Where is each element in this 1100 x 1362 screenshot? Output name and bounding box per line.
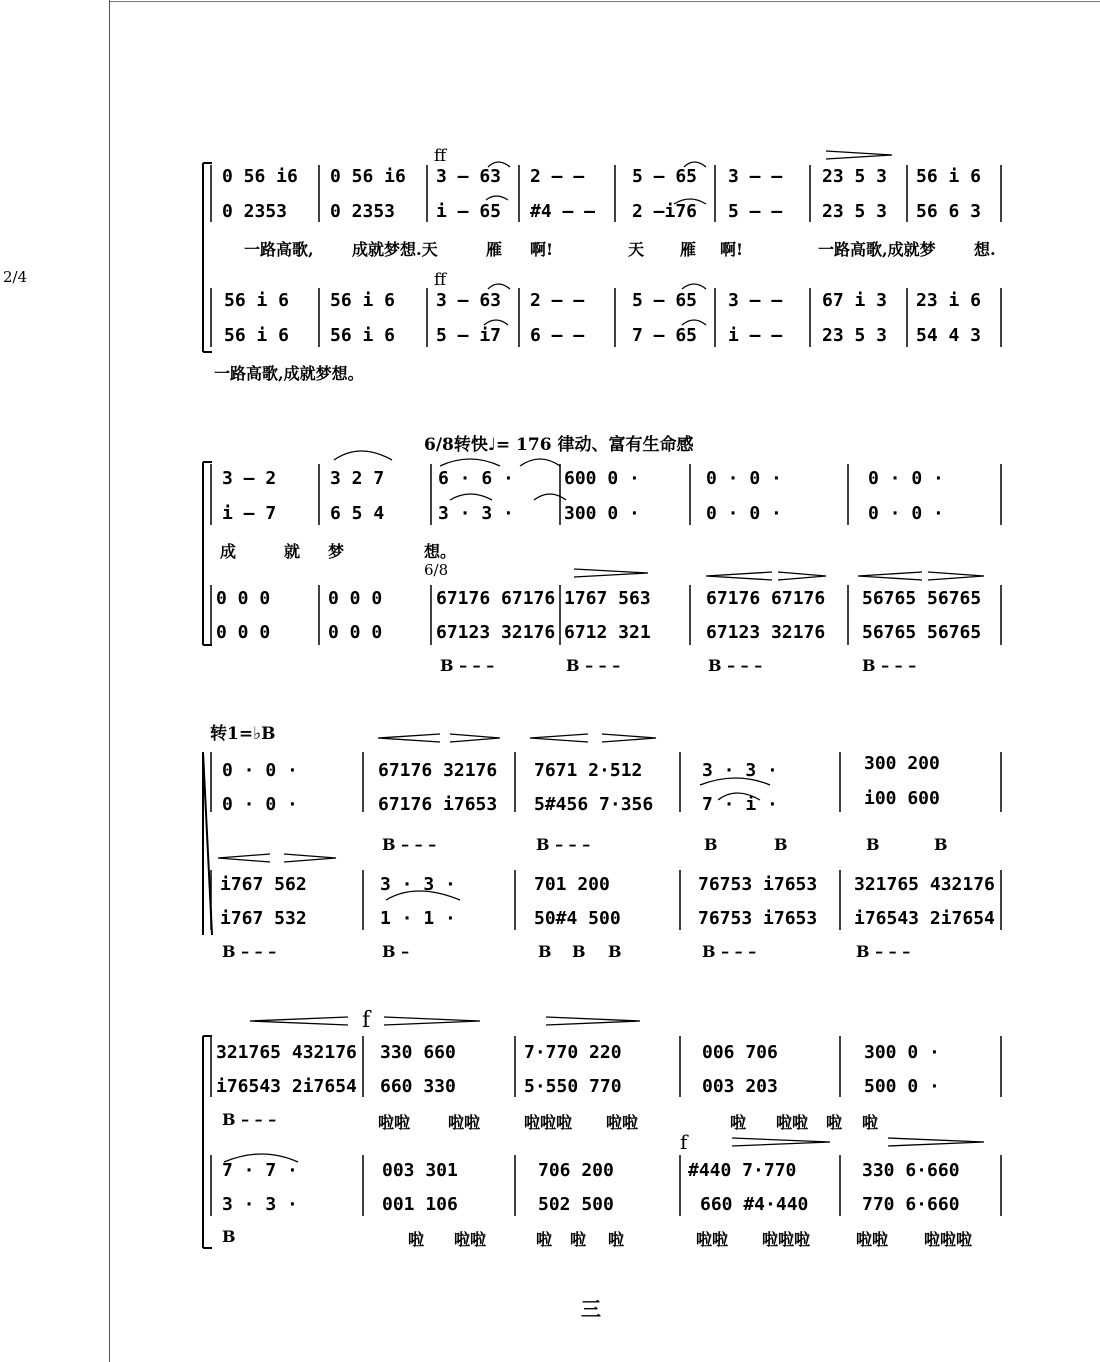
note-group: 2 – –	[530, 166, 585, 187]
key-change: 转1=♭B	[210, 724, 276, 744]
note-group: 0 · 0 ·	[706, 468, 782, 489]
lyric: B	[222, 1227, 236, 1246]
lyric: 啦啦啦	[762, 1230, 811, 1249]
note-group: 3 · 3 ·	[702, 760, 778, 781]
note-group: 2 –i76	[632, 201, 698, 222]
note-group: 67176 i7653	[378, 794, 498, 815]
note-group: #440 7·770	[688, 1160, 797, 1181]
dynamic-marking: f	[680, 1130, 688, 1154]
note-group: 6 5 4	[330, 503, 385, 524]
lyric: 天	[628, 240, 645, 259]
note-group: 0 0 0	[216, 588, 271, 609]
note-group: 23 5 3	[822, 166, 888, 187]
note-group: 56765 56765	[862, 588, 982, 609]
lyric: 一路高歌,成就梦想。	[214, 364, 364, 383]
note-group: 1 · 1 ·	[380, 908, 456, 929]
lyric: 啦啦啦	[524, 1113, 573, 1132]
note-group: 3 2 7	[330, 468, 385, 489]
note-group: 6712 321	[564, 622, 651, 643]
note-group: 770 6·660	[862, 1194, 960, 1215]
note-group: 0 2353	[222, 201, 288, 222]
note-group: 23 i 6	[916, 290, 982, 311]
bass-line: B – – –	[862, 656, 917, 675]
note-group: 0 0 0	[328, 588, 383, 609]
side-page-label: 2/4	[3, 268, 28, 286]
lyric: 啦啦	[448, 1113, 481, 1132]
bass-line: B – – –	[856, 942, 911, 961]
note-group: 67123 32176	[436, 622, 556, 643]
bass-line: B – – –	[566, 656, 621, 675]
note-group: 300 0 ·	[564, 503, 640, 524]
note-group: 321765 432176	[854, 874, 995, 895]
lyric: 啦啦	[696, 1230, 729, 1249]
note-group: 0 0 0	[328, 622, 383, 643]
note-group: 0 2353	[330, 201, 396, 222]
bass-line: B	[538, 942, 552, 961]
note-group: 330 660	[380, 1042, 456, 1063]
note-group: 5#456 7·356	[534, 794, 654, 815]
note-group: 300 0 ·	[864, 1042, 940, 1063]
note-group: 7671 2·512	[534, 760, 643, 781]
note-group: i767 562	[220, 874, 307, 895]
note-group: 300 200	[864, 753, 940, 774]
note-group: 56 i 6	[330, 325, 396, 346]
note-group: 5 – 65	[632, 166, 698, 187]
tempo-marking: 6/8转快♩= 176 律动、富有生命感	[424, 435, 694, 455]
note-group: 6 – –	[530, 325, 585, 346]
bass-line: B – – –	[536, 835, 591, 854]
note-group: 50#4 500	[534, 908, 621, 929]
note-group: 0 · 0 ·	[706, 503, 782, 524]
note-group: 76753 i7653	[698, 908, 818, 929]
note-group: 0 · 0 ·	[222, 760, 298, 781]
lyric: 就	[284, 542, 301, 561]
note-group: 0 56 i6	[222, 166, 298, 187]
note-group: 706 200	[538, 1160, 614, 1181]
note-group: 67 i 3	[822, 290, 888, 311]
lyric: 啦啦	[776, 1113, 809, 1132]
note-group: 660 330	[380, 1076, 456, 1097]
bass-line: B	[866, 835, 880, 854]
note-group: i76543 2i7654	[216, 1076, 357, 1097]
note-group: 3 · 3 ·	[438, 503, 514, 524]
note-group: i – 7	[222, 503, 277, 524]
note-group: 7 · 7 ·	[222, 1160, 298, 1181]
note-group: 56 i 6	[916, 166, 982, 187]
note-group: 2 – –	[530, 290, 585, 311]
lyric: 啦啦	[454, 1230, 487, 1249]
bass-line: B – – –	[440, 656, 495, 675]
bass-line: B	[572, 942, 586, 961]
note-group: 0 56 i6	[330, 166, 406, 187]
bass-line: B – – –	[702, 942, 757, 961]
lyric: 成就梦想.天	[352, 240, 438, 259]
note-group: 67176 67176	[436, 588, 556, 609]
lyric: 啊!	[720, 240, 744, 259]
note-group: 3 – 63	[436, 166, 502, 187]
lyric: 雁	[486, 240, 503, 259]
lyric: 雁	[680, 240, 697, 259]
note-group: i – –	[728, 325, 783, 346]
lyric: 一路高歌,成就梦	[818, 240, 936, 259]
lyric: 啦啦	[856, 1230, 889, 1249]
note-group: 0 · 0 ·	[222, 794, 298, 815]
note-group: 5·550 770	[524, 1076, 622, 1097]
dynamic-marking: ff	[434, 146, 447, 166]
bass-line: B	[704, 835, 718, 854]
note-group: 56 i 6	[224, 325, 290, 346]
bass-line: B –	[382, 942, 410, 961]
lyric: 梦	[328, 542, 345, 561]
note-group: 7·770 220	[524, 1042, 622, 1063]
lyric: 啦	[862, 1113, 879, 1132]
lyric: 啦	[730, 1113, 747, 1132]
note-group: 67176 67176	[706, 588, 826, 609]
time-signature: 6/8	[424, 561, 449, 579]
note-group: #4 – –	[530, 201, 596, 222]
note-group: 660 #4·440	[700, 1194, 809, 1215]
note-group: 0 0 0	[216, 622, 271, 643]
note-group: 006 706	[702, 1042, 778, 1063]
note-group: 67123 32176	[706, 622, 826, 643]
page-number: 三	[581, 1297, 601, 1321]
bass-line: B	[774, 835, 788, 854]
bass-line: B – – –	[708, 656, 763, 675]
note-group: 003 203	[702, 1076, 778, 1097]
bass-line: B – – –	[382, 835, 437, 854]
lyric: 一路高歌,	[244, 240, 314, 259]
note-group: 330 6·660	[862, 1160, 960, 1181]
note-group: 56 6 3	[916, 201, 982, 222]
lyric: 成	[220, 542, 237, 561]
note-group: 0 · 0 ·	[868, 503, 944, 524]
lyric: 啦	[608, 1230, 625, 1249]
note-group: 321765 432176	[216, 1042, 357, 1063]
note-group: 0 · 0 ·	[868, 468, 944, 489]
note-group: 67176 32176	[378, 760, 498, 781]
note-group: i76543 2i7654	[854, 908, 995, 929]
note-group: 3 · 3 ·	[222, 1194, 298, 1215]
lyric: 啊!	[530, 240, 554, 259]
note-group: 001 106	[382, 1194, 458, 1215]
bass-line: B	[934, 835, 948, 854]
note-group: i – 65	[436, 201, 502, 222]
bass-line: B – – –	[222, 942, 277, 961]
note-group: 3 – 2	[222, 468, 277, 489]
note-group: 5 – –	[728, 201, 783, 222]
lyric: 啦啦啦	[924, 1230, 973, 1249]
lyric: B – – –	[222, 1110, 277, 1129]
note-group: i00 600	[864, 788, 940, 809]
lyric: 啦	[408, 1230, 425, 1249]
note-group: 701 200	[534, 874, 610, 895]
note-group: 3 · 3 ·	[380, 874, 456, 895]
note-group: 56 i 6	[224, 290, 290, 311]
note-group: 3 – –	[728, 166, 783, 187]
note-group: 6 · 6 ·	[438, 468, 514, 489]
note-group: 1767 563	[564, 588, 651, 609]
lyric: 啦	[536, 1230, 553, 1249]
note-group: 600 0 ·	[564, 468, 640, 489]
note-group: i767 532	[220, 908, 307, 929]
lyric: 啦	[826, 1113, 843, 1132]
lyric: 想.	[974, 240, 996, 259]
note-group: 003 301	[382, 1160, 458, 1181]
note-group: 23 5 3	[822, 325, 888, 346]
note-group: 76753 i7653	[698, 874, 818, 895]
note-group: 3 – –	[728, 290, 783, 311]
dynamic-marking: ff	[434, 270, 447, 290]
note-group: 502 500	[538, 1194, 614, 1215]
note-group: 7 – 65	[632, 325, 698, 346]
note-group: 5 – i7	[436, 325, 502, 346]
note-group: 56765 56765	[862, 622, 982, 643]
lyric: 想。	[424, 542, 457, 561]
bass-line: B	[608, 942, 622, 961]
note-group: 3 – 63	[436, 290, 502, 311]
note-group: 500 0 ·	[864, 1076, 940, 1097]
dynamic-marking: f	[362, 1008, 371, 1033]
note-group: 5 – 65	[632, 290, 698, 311]
lyric: 啦	[570, 1230, 587, 1249]
note-group: 23 5 3	[822, 201, 888, 222]
note-group: 56 i 6	[330, 290, 396, 311]
lyric: 啦啦	[606, 1113, 639, 1132]
note-group: 7 · i ·	[702, 794, 778, 815]
lyric: 啦啦	[378, 1113, 411, 1132]
note-group: 54 4 3	[916, 325, 982, 346]
